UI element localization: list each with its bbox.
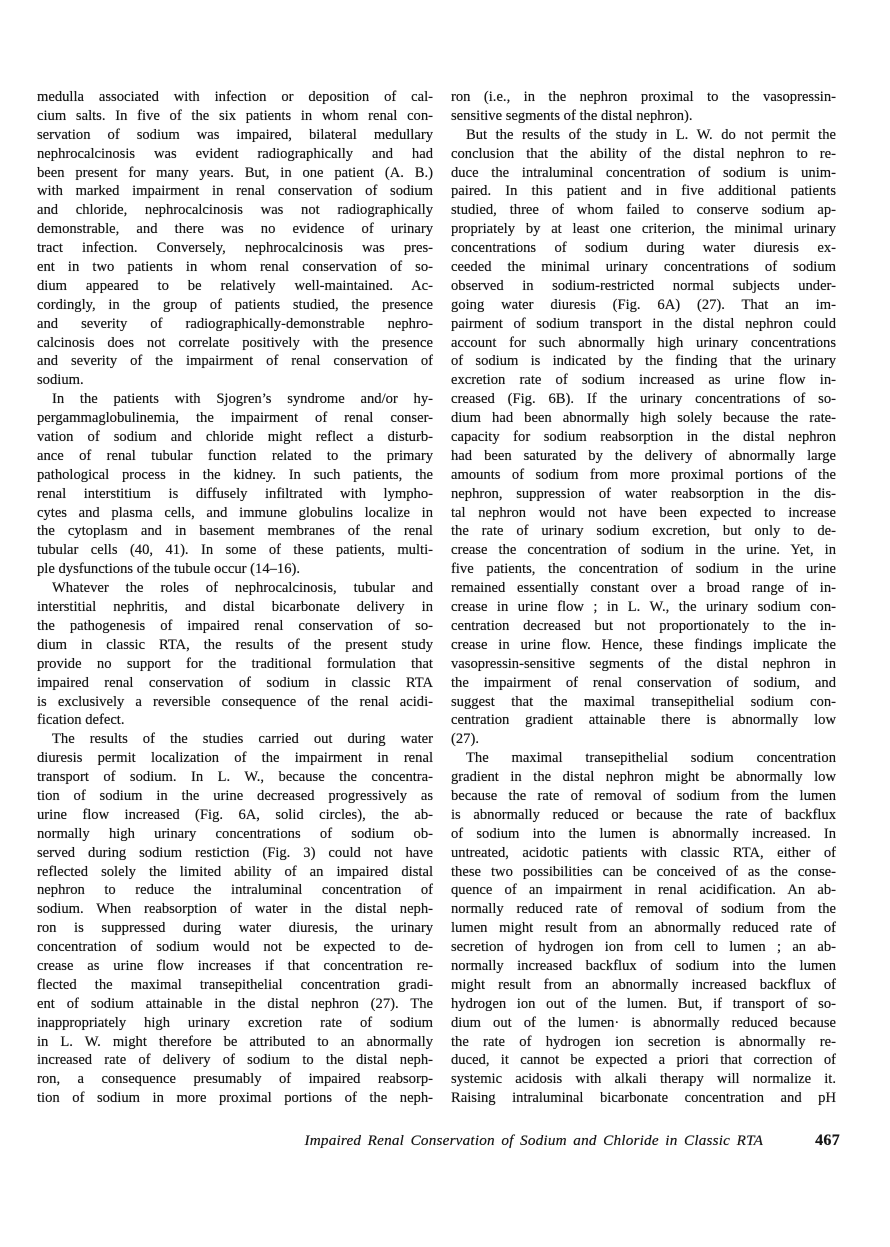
text-line: urine flow increased (Fig. 6A, solid circles), the ab- [37,806,433,823]
text-line: ance of renal tubular function related to the primary [37,447,433,464]
text-line: and severity of the impairment of renal conservation of [37,353,433,370]
text-line: dium had been abnormally high solely because the rate- [451,410,836,427]
text-line: tion of sodium in more proximal portions of the neph- [37,1090,433,1107]
text-line: been present for many years. But, in one patient (A. B.) [37,164,433,181]
text-line: ent of sodium attainable in the distal nephron (27). The [37,995,433,1012]
paragraph [451,126,836,749]
text-line: fication defect. [37,712,125,729]
text-line: reflected solely the limited ability of an impaired distal [37,863,433,880]
text-line: calcinosis does not correlate positively with the presence [37,334,433,351]
text-line: the impairment of renal conservation of sodium, and [451,674,836,691]
paragraph [37,579,433,730]
text-line: pergammaglobulinemia, the impairment of renal conser- [37,410,433,427]
text-line: Whatever the roles of nephrocalcinosis, tubular and [52,580,433,597]
text-line: nephrocalcinosis was evident radiographically and had [37,145,433,162]
text-line: nephron, suppression of water reabsorption in the dis- [451,485,836,502]
text-line: pairment of sodium transport in the distal nephron could [451,315,836,332]
text-line: gradient in the distal nephron might be abnormally low [451,769,836,786]
text-line: tract infection. Conversely, nephrocalcinosis was pres- [37,240,433,257]
text-line: centration gradient attainable there is abnormally low [451,712,836,729]
text-line: studied, three of whom failed to conserve sodium ap- [451,202,836,219]
text-line: concentrations of sodium during water diuresis ex- [451,240,836,257]
text-column-right [451,88,836,1108]
text-line: secretion of hydrogen ion from cell to lumen ; an ab- [451,939,836,956]
text-line: normally high urinary concentrations of sodium ob- [37,825,433,842]
text-line: medulla associated with infection or deposition of cal- [37,89,433,105]
text-line: The results of the studies carried out during water [52,731,433,748]
text-line: with marked impairment in renal conservation of sodium [37,183,433,200]
text-line: diuresis permit localization of the impairment in renal [37,750,433,767]
text-line: going water diuresis (Fig. 6A) (27). That an im- [451,296,836,313]
text-line: crease in urine flow. Hence, these findings implicate the [451,636,836,653]
paragraph [451,749,836,1108]
text-line: quence of an impairment in renal acidification. An ab- [451,882,836,899]
text-line: ron, a consequence presumably of impaired reabsorp- [37,1071,433,1088]
text-line: dium out of the lumen· is abnormally reduced because [451,1014,836,1031]
text-line: increased rate of delivery of sodium to the distal neph- [37,1052,433,1069]
paragraph [451,88,836,126]
text-line: observed in sodium-restricted normal subjects under- [451,277,836,294]
text-line: ceeded the minimal urinary concentrations of sodium [451,259,836,276]
text-line: sensitive segments of the distal nephron). [451,107,693,124]
text-line: inappropriately high urinary excretion rate of sodium [37,1014,433,1031]
text-line: suggest that the maximal transepithelial sodium con- [451,693,836,710]
text-line: duced, it cannot be expected a priori that correction of [451,1052,836,1069]
text-line: these two possibilities can be conceived of as the conse- [451,863,836,880]
text-line: ron is suppressed during water diuresis, the urinary [37,920,433,937]
text-line: the pathogenesis of impaired renal conservation of so- [37,617,433,634]
text-line: In the patients with Sjogren’s syndrome and/or hy- [52,391,433,408]
text-line: centration decreased but not proportionately to the in- [451,617,836,634]
text-line: nephron to reduce the intraluminal concentration of [37,882,433,899]
text-line: and chloride, nephrocalcinosis was not radiographically [37,202,433,219]
text-line: might result from an abnormally increased backflux of [451,976,836,993]
text-line: normally increased backflux of sodium into the lumen [451,957,836,974]
text-line: flected the maximal transepithelial concentration gradi- [37,976,433,993]
paragraph [37,390,433,579]
text-line: untreated, acidotic patients with classic RTA, either of [451,844,836,861]
text-line: tubular cells (40, 41). In some of these patients, multi- [37,542,433,559]
text-line: five patients, the concentration of sodium in the urine [451,561,836,578]
text-line: The maximal transepithelial sodium concentration [466,750,836,767]
text-line: concentration of sodium would not be expected to de- [37,939,433,956]
paragraph [37,730,433,1108]
text-line: Raising intraluminal bicarbonate concentration and pH [451,1090,836,1107]
text-line: ent in two patients in whom renal conservation of so- [37,259,433,276]
text-line: servation of sodium was impaired, bilateral medullary [37,126,433,143]
text-line: account for such abnormally high urinary concentrations [451,334,836,351]
text-line: interstitial nephritis, and distal bicarbonate delivery in [37,599,433,616]
text-line: crease as urine flow increases if that concentration re- [37,957,433,974]
text-line: paired. In this patient and in five additional patients [451,183,836,200]
text-line: dium appeared to be relatively well-maintained. Ac- [37,277,433,294]
text-line: ron (i.e., in the nephron proximal to the vasopressin- [451,89,836,105]
text-line: cium salts. In five of the six patients in whom renal con- [37,107,433,124]
text-line: the rate of hydrogen ion secretion is abnormally re- [451,1033,836,1050]
text-line: sodium. When reabsorption of water in the distal neph- [37,901,433,918]
running-title: Impaired Renal Conservation of Sodium and Chloride in Classic RTA [304,1132,764,1149]
text-line: (27). [451,731,479,748]
text-line: demonstrable, and there was no evidence of urinary [37,221,433,238]
text-line: amounts of sodium from more proximal portions of the [451,466,836,483]
text-line: dium in classic RTA, the results of the present study [37,636,433,653]
paragraph [37,88,433,390]
text-line: crease the concentration of sodium in the urine. Yet, in [451,542,836,559]
text-line: is abnormally reduced or because the rate of backflux [451,806,836,823]
text-line: impaired renal conservation of sodium in classic RTA [37,674,433,691]
page-footer [37,1132,840,1150]
text-line: provide no support for the traditional formulation that [37,655,433,672]
text-line: hydrogen ion out of the lumen. But, if transport of so- [451,995,836,1012]
text-line: renal interstitium is diffusely infiltrated with lympho- [37,485,433,502]
text-line: crease in urine flow ; in L. W., the urinary sodium con- [451,599,836,616]
text-line: normally reduced rate of removal of sodium from the [451,901,836,918]
text-line: remained essentially constant over a broad range of in- [451,580,836,597]
text-line: But the results of the study in L. W. do not permit the [466,126,836,143]
text-line: in L. W. might therefore be attributed to an abnormally [37,1033,433,1050]
text-line: cytes and plasma cells, and immune globulins localize in [37,504,433,521]
page-number: 467 [815,1132,840,1149]
text-line: excretion rate of sodium increased as urine flow in- [451,372,836,389]
text-line: transport of sodium. In L. W., because the concentra- [37,769,433,786]
text-line: pathological process in the kidney. In such patients, the [37,466,433,483]
text-line: cordingly, in the group of patients studied, the presence [37,296,433,313]
text-line: and severity of radiographically-demonstrable nephro- [37,315,433,332]
text-line: served during sodium restiction (Fig. 3) could not have [37,844,433,861]
text-line: vation of sodium and chloride might reflect a disturb- [37,429,433,446]
text-line: lumen might result from an abnormally reduced rate of [451,920,836,937]
text-line: is exclusively a reversible consequence of the renal acidi- [37,693,433,710]
text-line: tion of sodium in the urine decreased progressively as [37,787,433,804]
text-line: because the rate of removal of sodium from the lumen [451,787,836,804]
text-column-left [37,88,433,1108]
text-line: conclusion that the ability of the distal nephron to re- [451,145,836,162]
text-line: duce the intraluminal concentration of sodium is unim- [451,164,836,181]
text-line: propriately by at least one criterion, the minimal urinary [451,221,836,238]
text-line: tal nephron would not have been expected to increase [451,504,836,521]
text-line: of sodium is indicated by the finding that the urinary [451,353,836,370]
text-line: ple dysfunctions of the tubule occur (14–16). [37,561,301,578]
text-line: creased (Fig. 6B). If the urinary concentrations of so- [451,391,836,408]
text-line: capacity for sodium reabsorption in the distal nephron [451,429,836,446]
text-line: the cytoplasm and in basement membranes of the renal [37,523,433,540]
text-line: the rate of urinary sodium excretion, but only to de- [451,523,836,540]
text-line: sodium. [37,372,84,389]
text-line: systemic acidosis with alkali therapy will normalize it. [451,1071,836,1088]
text-line: vasopressin-sensitive segments of the distal nephron in [451,655,836,672]
text-line: had been saturated by the delivery of abnormally large [451,447,836,464]
text-line: of sodium into the lumen is abnormally increased. In [451,825,836,842]
